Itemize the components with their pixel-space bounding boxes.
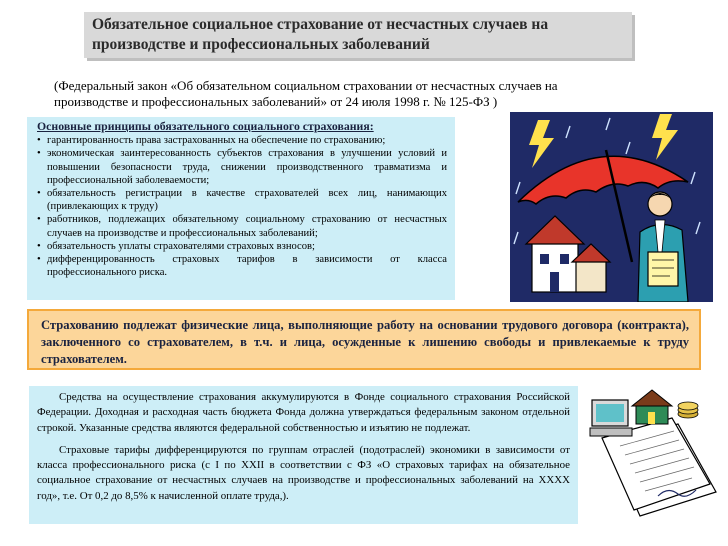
law-reference-line-1: (Федеральный закон «Об обязательном социальном страховании от несчастных случаев на xyxy=(54,78,558,93)
coins-icon xyxy=(678,402,698,418)
funds-paragraph-2: Страховые тарифы дифференцируются по группам отраслей (подотраслей) экономики в зависимости от класса профессионального риска (с I по XXII в соответствии с ФЗ «О страховых тарифах на обязательное социальное страхование от несчастных случаев на производстве и профессиональных заболеваний на XXXX год», т.е. От 0,2 до 8,5% к начисленной оплате труда,). xyxy=(37,443,570,502)
insured-persons-text: Страхованию подлежат физические лица, выполняющие работу на основании трудового договора (контракта), заключенного со страхователем, в т.ч. и лица, осужденные к лишению свободы и привлекаемые к труду страхователем. xyxy=(41,318,689,366)
computer-icon xyxy=(590,400,632,436)
umbrella-protection-illustration xyxy=(510,112,713,302)
principles-list xyxy=(37,134,447,279)
insured-persons-box xyxy=(27,309,701,370)
documents-computer-illustration xyxy=(588,384,722,522)
principle-item: • дифференцированность страховых тарифов в зависимости от класса профессионального риска. xyxy=(37,253,447,279)
principle-item: • обязательность регистрации в качестве страхователей всех лиц, нанимающих (привлекающих к труду) xyxy=(37,187,447,213)
funds-paragraph-1: Средства на осуществление страхования аккумулируются в Фонде социального страхования Российской Федерации. Доходная и расходная часть бюджета Фонда должна утверждаться федеральным законом отдельной строкой. Указанные средства являются федеральной собственностью и изъятию не подлежат. xyxy=(37,391,570,434)
principle-item: • работников, подлежащих обязательному социальному страхованию от несчастных случаев на производстве и профессиональных заболеваний; xyxy=(37,213,447,239)
slide-title xyxy=(84,12,632,58)
funds-box xyxy=(29,386,578,524)
law-reference xyxy=(54,78,614,110)
law-reference-line-2: производстве и профессиональных заболеваний» от 24 июля 1998 г. № 125-ФЗ ) xyxy=(54,94,498,109)
house-icon xyxy=(632,390,672,424)
slide-title-line-1: Обязательное социальное страхование от несчастных случаев на xyxy=(92,16,549,33)
principle-item: • обязательность уплаты страхователями страховых взносов; xyxy=(37,240,447,253)
principles-heading: Основные принципы обязательного социального страхования: xyxy=(37,119,374,133)
principle-item: • экономическая заинтересованность субъектов страхования в улучшении условий и повышении безопасности труда, снижении производственного травматизма и профессиональной заболеваемости; xyxy=(37,147,447,187)
principles-box xyxy=(27,117,455,300)
principle-item: • гарантированность права застрахованных на обеспечение по страхованию; xyxy=(37,134,447,147)
slide-title-line-2: производстве и профессиональных заболеваний xyxy=(92,36,430,53)
